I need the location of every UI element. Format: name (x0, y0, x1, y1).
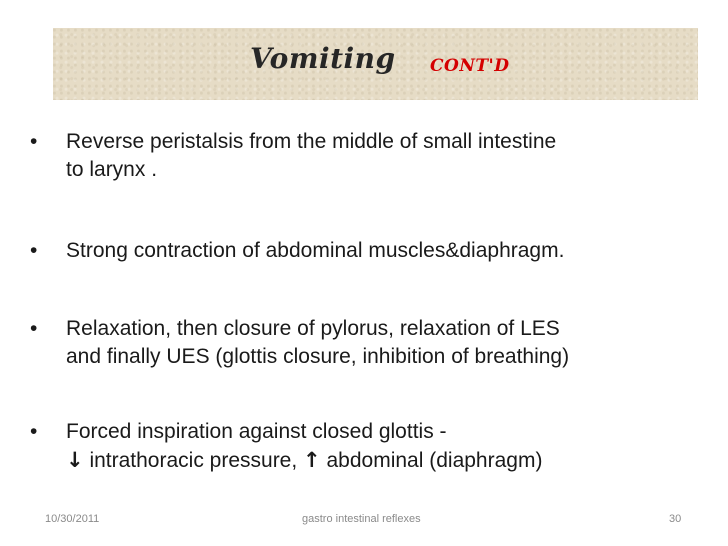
bullet-item (30, 128, 556, 184)
bullet-item (30, 315, 569, 371)
bullet-text-line: Reverse peristalsis from the middle of small intestine (66, 130, 557, 153)
bullet-text-line: to larynx . (66, 158, 158, 181)
footer-date: 10/30/2011 (45, 513, 100, 525)
bullet-item (30, 418, 542, 475)
bullet-text-segment: intrathoracic pressure, (83, 449, 304, 472)
bullet-dot-icon: • (30, 239, 38, 262)
page-number: 30 (669, 513, 682, 525)
bullet-text-segment: abdominal (diaphragm) (320, 449, 543, 472)
bullet-dot-icon: • (30, 317, 38, 340)
bullet-text-line: and finally UES (glottis closure, inhibition of breathing) (66, 345, 570, 368)
bullet-text-line: Forced inspiration against closed glottis - (66, 420, 447, 443)
bullet-text-line: Relaxation, then closure of pylorus, relaxation of LES (66, 317, 560, 340)
title-continued-label: CONT'D (430, 56, 510, 76)
bullet-item (30, 237, 564, 265)
bullet-text-line: Strong contraction of abdominal muscles&diaphragm. (66, 239, 565, 262)
arrow-up-icon: ↑ (303, 448, 321, 472)
bullet-dot-icon: • (30, 130, 38, 153)
bullet-dot-icon: • (30, 420, 38, 443)
footer-title: gastro intestinal reflexes (302, 513, 421, 525)
slide-title: Vomiting (250, 42, 396, 75)
arrow-down-icon: ↓ (66, 448, 84, 472)
